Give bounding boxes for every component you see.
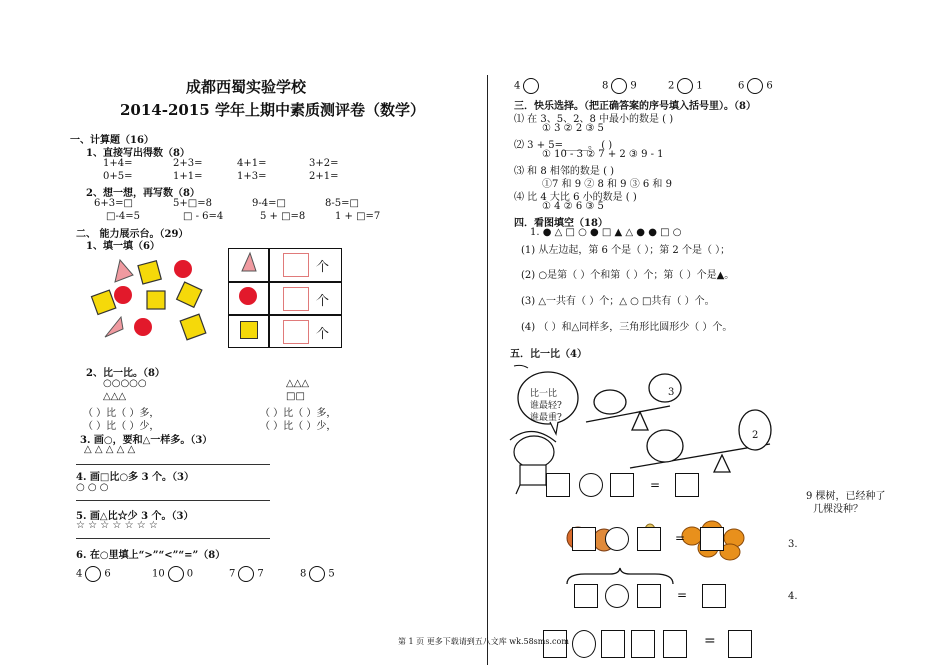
- item-number-3: 3.: [788, 539, 798, 550]
- answer-circle[interactable]: [605, 584, 629, 608]
- square-shape: [91, 290, 115, 314]
- calc-1: 1+4=: [103, 158, 133, 169]
- triangles-right: △△△: [286, 378, 310, 389]
- q5-title: 5. 画△比☆少 3 个。（3）: [76, 511, 194, 522]
- answer-line: [76, 538, 270, 539]
- exam-title: 2014-2015 学年上期中素质测评卷（数学）: [120, 101, 425, 119]
- answer-box[interactable]: [700, 527, 724, 551]
- column-divider: [487, 75, 488, 665]
- fill-title: 1、填一填（6）: [86, 241, 160, 252]
- choice-q1: ⑴ 在 3、5、2、8 中最小的数是 ( ): [514, 114, 674, 125]
- answer-box[interactable]: [610, 473, 634, 497]
- cmp-right: 0: [186, 568, 194, 580]
- calc-2: 2+3=: [173, 158, 203, 169]
- sub2-title: 2、想一想，再写数（8）: [86, 188, 200, 199]
- equals-sign: =: [675, 531, 686, 545]
- unit-label: 个: [316, 294, 330, 309]
- less-right: （ ）比（ ）少，: [260, 421, 337, 432]
- section1-title: 一、计算题（16）: [70, 135, 154, 146]
- more-right: （ ）比（ ）多，: [260, 408, 337, 419]
- shape-sequence: 1. ● △ □ ○ ● □ ▲ △ ● ● □ ○: [530, 227, 682, 238]
- answer-box[interactable]: [601, 630, 625, 658]
- answer-box[interactable]: [702, 584, 726, 608]
- cmp-right: 5: [328, 568, 335, 580]
- triangle-shape: [105, 317, 123, 337]
- cmp-item: [668, 78, 703, 94]
- item-number-4: 4.: [788, 591, 798, 602]
- calc-8: 2+1=: [309, 171, 339, 182]
- answer-box[interactable]: [546, 473, 570, 497]
- bubble-line-2: 谁最轻?: [530, 401, 562, 411]
- answer-line: [76, 500, 270, 501]
- cmp-left: 4: [76, 568, 83, 580]
- cmp-left: 7: [229, 568, 236, 580]
- grid-hline: [228, 281, 342, 283]
- bubble-line-3: 谁最重?: [530, 413, 562, 423]
- fill-line-4: (4) （ ）和△同样多，三角形比圆形少（ ）个。: [521, 322, 733, 333]
- answer-box[interactable]: [637, 584, 661, 608]
- red-circle-shape: [114, 286, 132, 304]
- answer-box[interactable]: [572, 527, 596, 551]
- trees-question-2: 几棵没种？: [813, 504, 863, 515]
- choice-q1-options: ① 3 ② 2 ③ 5: [542, 123, 604, 134]
- circles-three: ○ ○ ○: [76, 482, 109, 493]
- equals-sign: =: [650, 478, 661, 492]
- think-4: 8-5=□: [325, 198, 359, 209]
- seesaw-number: 2: [752, 430, 759, 441]
- triangles-five: △ △ △ △ △: [84, 444, 136, 455]
- choice-q3: ⑶ 和 8 相邻的数是 ( ): [514, 166, 615, 177]
- compare-title: 2、比一比。（8）: [86, 368, 165, 379]
- cmp-left: 10: [152, 568, 165, 580]
- answer-box[interactable]: [663, 630, 687, 658]
- grid-hline: [228, 314, 342, 316]
- red-circle-shape: [174, 260, 192, 278]
- fill-line-1: (1) 从左边起，第 6 个是（ ）；第 2 个是（ ）；: [521, 245, 731, 256]
- calc-7: 1+3=: [237, 171, 267, 182]
- cmp-left: 6: [738, 80, 745, 92]
- compare-circle[interactable]: [677, 78, 693, 94]
- q4-title: 4. 画□比○多 3 个。（3）: [76, 472, 194, 483]
- compare-circle[interactable]: [747, 78, 763, 94]
- think-7: 5 + □=8: [260, 211, 306, 222]
- cmp-item: [229, 566, 264, 582]
- answer-box[interactable]: [637, 527, 661, 551]
- calc-6: 1+1=: [173, 171, 203, 182]
- square-shape: [138, 261, 161, 284]
- fill-line-3: (3) △一共有（ ）个；△ ○ □共有（ ）个。: [521, 296, 715, 307]
- compare-circle[interactable]: [238, 566, 254, 582]
- unit-label: 个: [316, 327, 330, 342]
- answer-circle[interactable]: [605, 527, 629, 551]
- seesaw-top: [586, 374, 681, 430]
- think-8: 1 + □=7: [335, 211, 381, 222]
- answer-box[interactable]: [283, 287, 309, 311]
- compare-circle[interactable]: [309, 566, 325, 582]
- section4-title: 四．看图填空（18）: [514, 218, 608, 229]
- draw-title: 3. 画○，要和△一样多。（3）: [80, 435, 213, 446]
- fill-line-2: (2) ○是第（ ）个和第（ ）个；第（ ）个是▲。: [521, 270, 735, 281]
- triangle-icon: [238, 251, 258, 273]
- less-left: （ ）比（ ）少，: [83, 421, 160, 432]
- choice-q2-options: ① 10 - 3 ② 7 + 2 ③ 9 - 1: [542, 149, 664, 160]
- answer-box[interactable]: [631, 630, 655, 658]
- think-3: 9-4=□: [252, 198, 286, 209]
- calc-3: 4+1=: [237, 158, 267, 169]
- think-6: □ - 6=4: [183, 211, 224, 222]
- cmp-right: 7: [257, 568, 264, 580]
- sub1-title: 1、直接写出得数（8）: [86, 148, 190, 159]
- answer-box[interactable]: [675, 473, 699, 497]
- choice-q4-options: ① 4 ② 6 ③ 5: [542, 201, 604, 212]
- page-footer: 第 1 页 更多下载请到五八文库 wk.58sms.com: [398, 637, 569, 646]
- cmp-left: 8: [300, 568, 307, 580]
- red-circle-icon: [239, 287, 257, 305]
- square-shape: [177, 282, 202, 307]
- answer-box[interactable]: [283, 320, 309, 344]
- red-circle-shape: [134, 318, 152, 336]
- choice-q3-options: ①7 和 9 ② 8 和 9 ③ 6 和 9: [542, 179, 672, 190]
- cmp-left: 4: [514, 80, 521, 92]
- seesaw-number: 3: [668, 387, 675, 398]
- scribble: [514, 365, 528, 368]
- compare-illustration: [500, 360, 800, 495]
- triangles-left: △△△: [103, 391, 127, 402]
- square-shape: [180, 314, 206, 340]
- seesaw-bottom: [630, 410, 771, 472]
- compare-circle[interactable]: [168, 566, 184, 582]
- think-5: □-4=5: [106, 211, 140, 222]
- think-2: 5+□=8: [173, 198, 212, 209]
- triangle-shape: [115, 260, 133, 282]
- grid-vline: [268, 248, 270, 348]
- cmp-item: [152, 566, 193, 582]
- think-1: 6+3=□: [94, 198, 133, 209]
- squares-right: □□: [286, 391, 305, 402]
- answer-box[interactable]: [283, 253, 309, 277]
- cmp-item: [602, 78, 637, 94]
- shape-cluster: [85, 255, 220, 345]
- compare-circle[interactable]: [85, 566, 101, 582]
- more-left: （ ）比（ ）多，: [83, 408, 160, 419]
- equals-sign: =: [704, 633, 716, 649]
- section3-title: 三．快乐选择。（把正确答案的序号填入括号里）。（8）: [514, 101, 756, 112]
- cmp-item: [514, 78, 542, 94]
- choice-q4: ⑷ 比 4 大比 6 小的数是 ( ): [514, 192, 637, 203]
- section5-title: 五．比一比（4）: [510, 349, 587, 360]
- answer-box[interactable]: [728, 630, 752, 658]
- calc-4: 3+2=: [309, 158, 339, 169]
- cmp-left: 2: [668, 80, 675, 92]
- cmp-right: 9: [630, 80, 637, 92]
- trees-question-1: 9 棵树，已经种了: [806, 491, 886, 502]
- answer-box[interactable]: [574, 584, 598, 608]
- cmp-left: 8: [602, 80, 609, 92]
- compare-circle[interactable]: [611, 78, 627, 94]
- square-shape: [147, 291, 165, 309]
- cmp-right: 6: [104, 568, 111, 580]
- bubble-line-1: 比一比: [530, 389, 558, 399]
- calc-5: 0+5=: [103, 171, 133, 182]
- cmp-right: 1: [696, 80, 703, 92]
- cmp-right: 6: [766, 80, 773, 92]
- equals-sign: =: [677, 588, 688, 602]
- q6-title: 6. 在○里填上“>”“<”“=”（8）: [76, 550, 226, 561]
- unit-label: 个: [316, 260, 330, 275]
- answer-circle[interactable]: [572, 630, 596, 658]
- cmp-item: [738, 78, 773, 94]
- circles-row: ○○○○○: [103, 378, 147, 389]
- compare-circle[interactable]: [523, 78, 539, 94]
- school-title: 成都西蜀实验学校: [186, 78, 307, 96]
- stars-row: ☆ ☆ ☆ ☆ ☆ ☆ ☆: [76, 520, 158, 531]
- choice-q2: ⑵ 3 + 5=_____。 ( ): [514, 140, 613, 151]
- section2-title: 二、 能力展示台。（29）: [76, 229, 189, 240]
- cmp-item: [300, 566, 335, 582]
- cmp-item: [76, 566, 111, 582]
- yellow-square-icon: [240, 321, 258, 339]
- answer-line: [76, 464, 270, 465]
- answer-circle[interactable]: [579, 473, 603, 497]
